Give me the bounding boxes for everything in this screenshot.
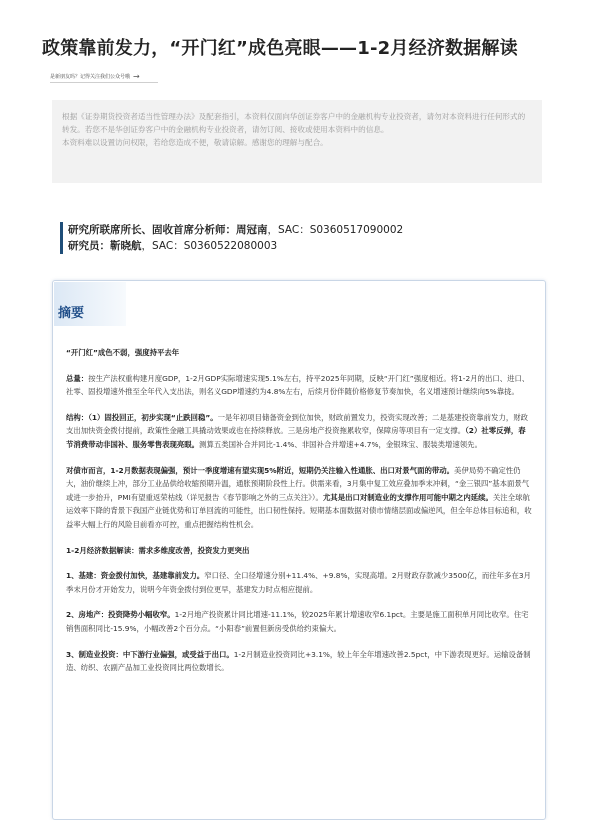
list-item xyxy=(66,648,532,675)
bold-lead: 结构：（1）固投回正，初步实现“止跌回稳”。 xyxy=(66,412,218,422)
author-sac: ，SAC：S0360517090002 xyxy=(267,224,404,236)
paragraph-text: 1-2月地产投资累计同比增速-11.1%，较2025年累计增速收窄6.1pct。主要是施工面积单月同比收窄。住宅销售面积同比-15.9%，小幅改善2个百分点。“小阳春”前置但新房受供给约束偏大。 xyxy=(66,610,529,633)
bold-lead: 2、房地产：投资降势小幅收窄。 xyxy=(66,610,175,620)
bold-lead: 对债市而言，1-2月数据表现偏强，预计一季度增速有望实现5%附近，短期仍关注输入性通胀、出口对景气面的带动。 xyxy=(66,465,455,475)
disclaimer-paragraph: 根据《证券期货投资者适当性管理办法》及配套指引，本资料仅面向华创证券客户中的金融机构专业投资者，请勿对本资料进行任何形式的转发。若您不是华创证券客户中的金融机构专业投资者，请勿订阅、接收或使用本资料中的信息。 xyxy=(62,112,526,134)
arrow-icon: → xyxy=(133,72,140,81)
divider xyxy=(50,82,158,83)
section-heading-text: 1-2月经济数据解读：需求多维度改善，投资发力更突出 xyxy=(66,545,250,555)
section-heading xyxy=(66,544,532,558)
author-name: 研究所联席所长、固收首席分析师：周冠南 xyxy=(68,224,268,236)
paragraph-text: 测算五类国补合并同比-1.4%、非国补合并增速+4.7%，金银珠宝、服装类增速领先。 xyxy=(199,439,482,449)
disclaimer-box xyxy=(52,100,542,183)
author-line xyxy=(68,238,403,254)
summary-title: 摘要 xyxy=(58,306,85,321)
bold-lead: 尤其是出口对制造业的支撑作用可能中期之内延续。 xyxy=(322,492,493,502)
list-item xyxy=(66,608,532,635)
paragraph-structure xyxy=(66,411,532,452)
author-line xyxy=(68,222,403,238)
paragraph-text: 窄口径、全口径增速分别+11.4%、+9.8%，实现高增。2月财政存款减少3500亿，而往年多在3月季末月份才开始发力，说明今年资金拨付到位更早，基建发力时点相应提前。 xyxy=(66,571,531,594)
author-block xyxy=(60,222,403,254)
follow-link[interactable] xyxy=(50,72,140,81)
article-title: 政策靠前发力，“开门红”成色亮眼——1-2月经济数据解读 xyxy=(42,38,518,59)
bold-lead: 3、制造业投资：中下游行业偏强，或受益于出口。 xyxy=(66,649,234,659)
paragraph-total xyxy=(66,372,532,399)
paragraph-text: 按生产法权重构建月度GDP，1-2月GDP实际增速实现5.1%左右，持平2025年同期，反映“开门红”强度相近。将1-2月的出口、进口、社零、固投增速外推至全年代入支出法，则名义GDP增速约为4.8%左右，后续月份伴随价格修复节奏加快，名义增速预计继续向5%靠拢。 xyxy=(66,373,530,397)
bold-lead: 1、基建：资金拨付加快，基建靠前发力。 xyxy=(66,571,205,581)
author-sac: ，SAC：S0360522080003 xyxy=(141,240,278,252)
bold-lead: （2）社零反弹，春节消费带动非国补、服务零售表现亮眼。 xyxy=(66,426,526,449)
paragraph-text: 1-2月制造业投资同比+3.1%，较上年全年增速改善2.5pct，中下游表现更好。运输设备制造、纺织、农副产品加工业投资同比两位数增长。 xyxy=(66,649,531,673)
headline-text: “开门红”成色不弱，强度持平去年 xyxy=(66,348,180,357)
paragraph-text: 美伊局势不确定性仍大，油价继续上冲，部分工业品供给收缩预期升温，通胀预期阶段性上行。供需来看，3月集中复工效应叠加季末冲刺，“金三银四”基本面景气或进一步抬升，PMI有望重返荣枯线（详见报告《春节影响之外的三点关注》）。 xyxy=(66,465,530,502)
summary-body xyxy=(66,346,532,687)
paragraph-text: 关注全球航运效率下降的背景下我国产业链优势和订单回流的可能性，出口韧性保持。短期基本面数据对债市情绪层面或偏逆风，但全年总体目标追和，收益率大幅上行的风险目前看亦可控，重点把握结构性机会。 xyxy=(66,492,532,529)
follow-link-text[interactable]: 是新朋友吗？记得关注我们公众号哦 xyxy=(50,74,131,80)
list-item xyxy=(66,569,532,596)
author-name: 研究员：靳晓航 xyxy=(68,240,142,252)
summary-headline xyxy=(66,346,532,360)
bold-lead: 总量： xyxy=(66,373,89,383)
disclaimer-paragraph: 本资料难以设置访问权限，若给您造成不便，敬请谅解。感谢您的理解与配合。 xyxy=(62,138,328,147)
paragraph-outlook xyxy=(66,464,532,532)
paragraph-text: 一是年初项目储备资金到位加快，财政前置发力，投资实现改善；二是基建投资靠前发力，财政支出加快资金拨付提前，政策性金融工具撬动效果或也在持续释放。三是房地产投资拖累收窄，保障房等项目有一定支撑。 xyxy=(66,412,529,436)
